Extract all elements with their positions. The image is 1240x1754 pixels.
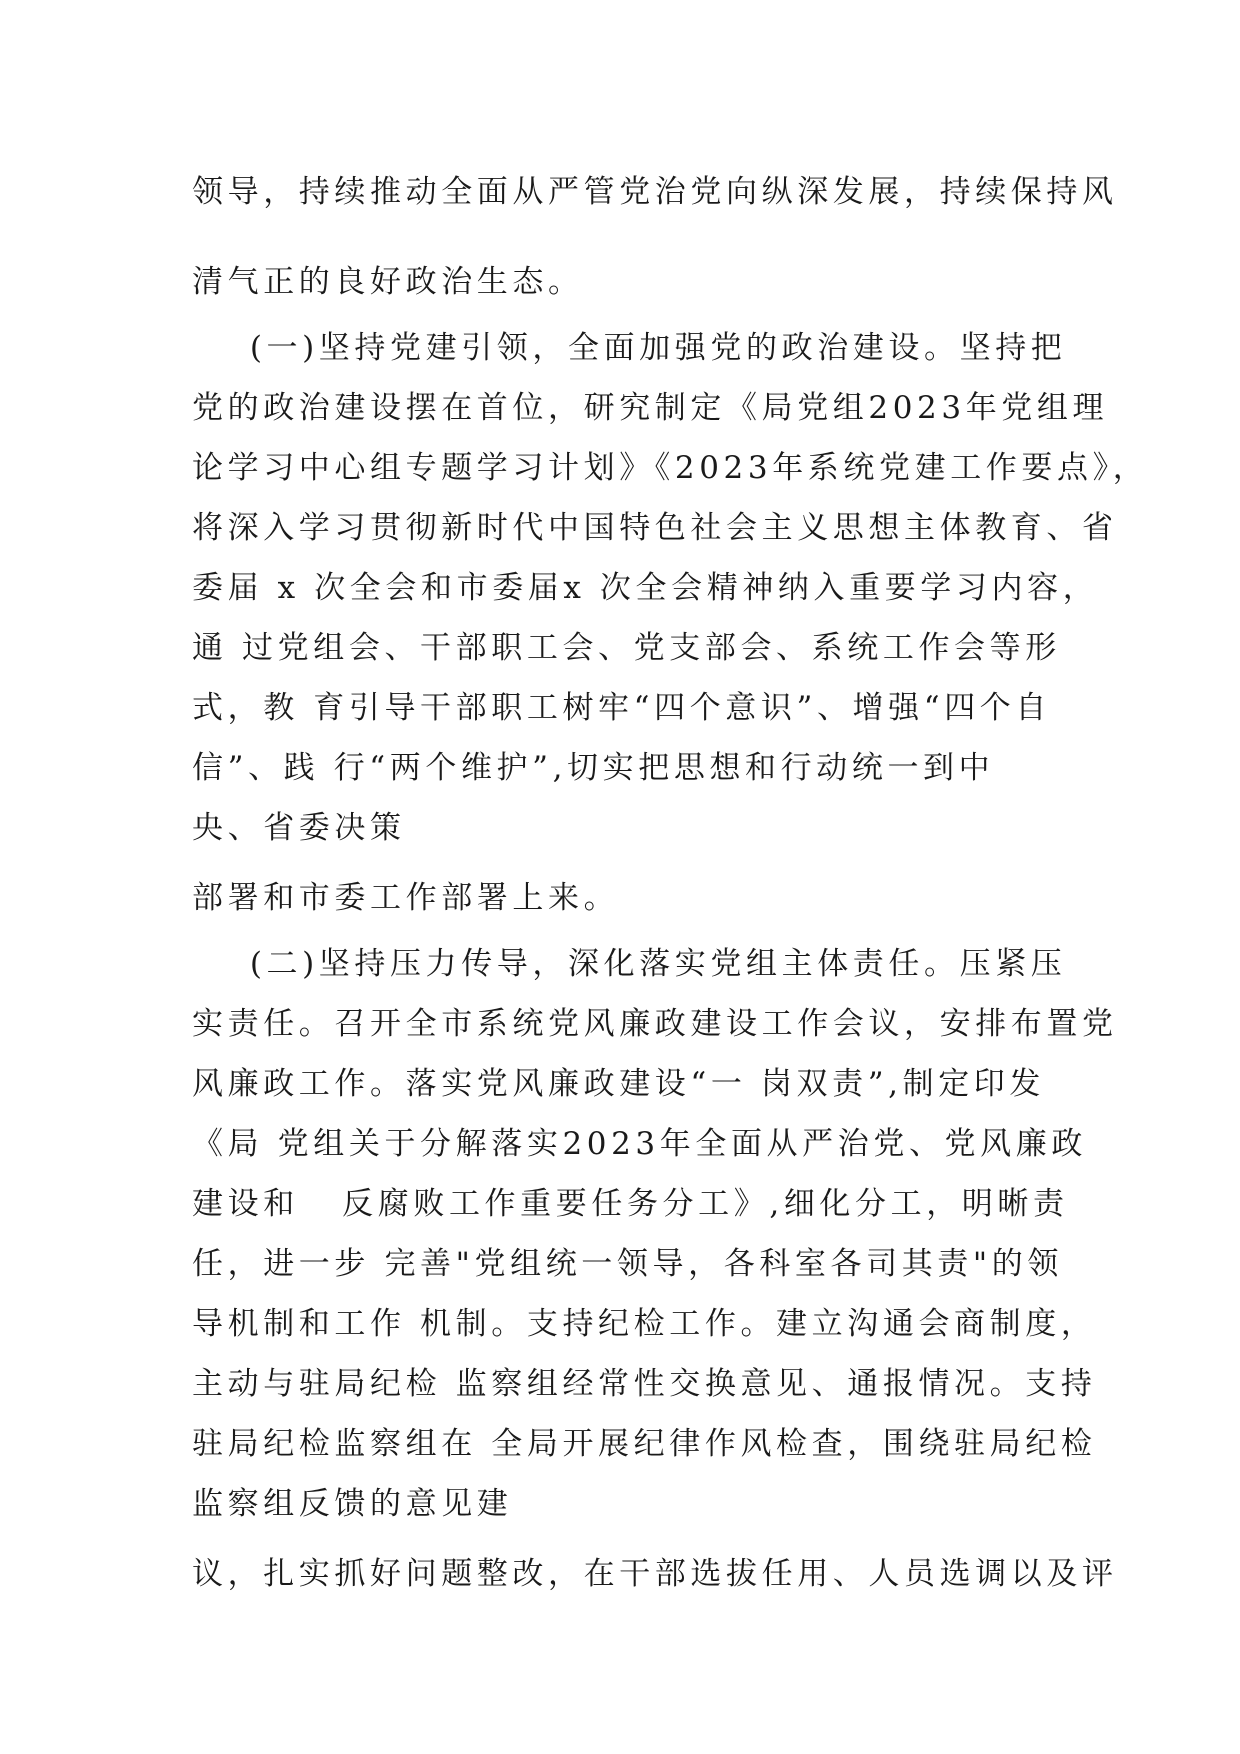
text-line: 导机制和工作 机制。支持纪检工作。建立沟通会商制度， (192, 1306, 1097, 1342)
text-line: 建设和 反腐败工作重要任务分工》,细化分工，明晰责 (192, 1186, 1069, 1222)
text-line: 信”、践 行“两个维护”,切实把思想和行动统一到中 (192, 750, 995, 786)
text-line: 通 过党组会、干部职工会、党支部会、系统工作会等形 (192, 630, 1061, 666)
text-line: 主动与驻局纪检 监察组经常性交换意见、通报情况。支持 (192, 1366, 1097, 1402)
text-line: 党的政治建设摆在首位，研究制定《局党组2023年党组理 (192, 390, 1109, 426)
text-line: 论学习中心组专题学习计划》《2023年系统党建工作要点》， (192, 450, 1149, 486)
text-line: 部署和市委工作部署上来。 (192, 880, 620, 916)
text-line: 任，进一步 完善"党组统一领导，各科室各司其责"的领 (192, 1246, 1063, 1282)
text-line: 将深入学习贯彻新时代中国特色社会主义思想主体教育、省 (192, 510, 1118, 546)
text-line: 实责任。召开全市系统党风廉政建设工作会议，安排布置党 (192, 1006, 1118, 1042)
text-line: 清气正的良好政治生态。 (192, 264, 584, 300)
text-line: 议，扎实抓好问题整改，在干部选拔任用、人员选调以及评 (192, 1556, 1118, 1592)
text-line: 式，教 育引导干部职工树牢“四个意识”、增强“四个自 (192, 690, 1051, 726)
text-line: 领导，持续推动全面从严管党治党向纵深发展，持续保持风 (192, 174, 1118, 210)
text-line: 委届 x 次全会和市委届x 次全会精神纳入重要学习内容， (192, 570, 1099, 606)
text-line: 《局 党组关于分解落实2023年全面从严治党、党风廉政 (192, 1126, 1087, 1162)
text-line: 央、省委决策 (192, 810, 406, 846)
text-line: 驻局纪检监察组在 全局开展纪律作风检查，围绕驻局纪检 (192, 1426, 1097, 1462)
text-line: 监察组反馈的意见建 (192, 1486, 513, 1522)
text-line: (二)坚持压力传导，深化落实党组主体责任。压紧压 (192, 946, 1067, 982)
text-line: 风廉政工作。落实党风廉政建设“一 岗双责”,制定印发 (192, 1066, 1046, 1102)
text-line: (一)坚持党建引领，全面加强党的政治建设。坚持把 (192, 330, 1067, 366)
